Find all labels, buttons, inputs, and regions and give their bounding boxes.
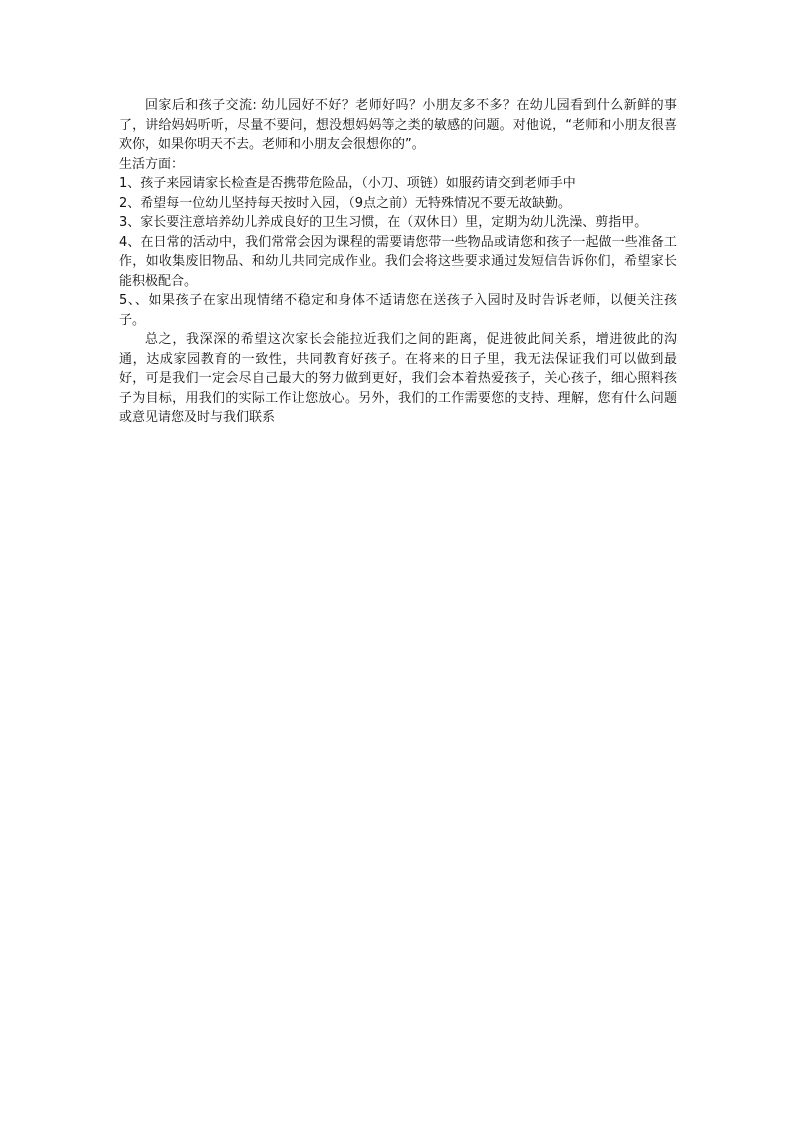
list-item-5: 5、、如果孩子在家出现情绪不稳定和身体不适请您在送孩子入园时及时告诉老师，以便关注孩子。 <box>119 293 677 328</box>
conclusion-paragraph: 总之，我深深的希望这次家长会能拉近我们之间的距离，促进彼此间关系，增进彼此的沟通，达成家园教育的一致性，共同教育好孩子。在将来的日子里，我无法保证我们可以做到最好，可是我们一定会尽自己最大的努力做到更好，我们会本着热爱孩子，关心孩子，细心照料孩子为目标，用我们的实际工作让您放心。另外，我们的工作需要您的支持、理解，您有什么问题或意见请您及时与我们联系 <box>119 332 677 425</box>
list-item-2: 2、希望每一位幼儿坚持每天按时入园，（9点之前）无特殊情况不要无故缺勤。 <box>119 195 572 211</box>
document-body <box>119 96 677 428</box>
section-title: 生活方面： <box>119 156 185 172</box>
intro-paragraph: 回家后和孩子交流: 幼儿园好不好？老师好吗？小朋友多不多？在幼儿园看到什么新鲜的事了，讲给妈妈听听，尽量不要问，想没想妈妈等之类的敏感的问题。对他说，“老师和小朋友很喜欢你，如果你明天不去。老师和小朋友会很想你的”。 <box>119 98 677 152</box>
list-item-3: 3、家长要注意培养幼儿养成良好的卫生习惯，在（双休日）里，定期为幼儿洗澡、剪指甲。 <box>119 215 648 230</box>
list-item-4: 4、在日常的活动中，我们常常会因为课程的需要请您带一些物品或请您和孩子一起做一些准备工作，如收集废旧物品、和幼儿共同完成作业。我们会将这些要求通过发短信告诉你们，希望家长能积极配合。 <box>119 234 677 289</box>
list-item-1: 1、孩子来园请家长检查是否携带危险品，（小刀、项链）如服药请交到老师手中 <box>119 176 576 191</box>
